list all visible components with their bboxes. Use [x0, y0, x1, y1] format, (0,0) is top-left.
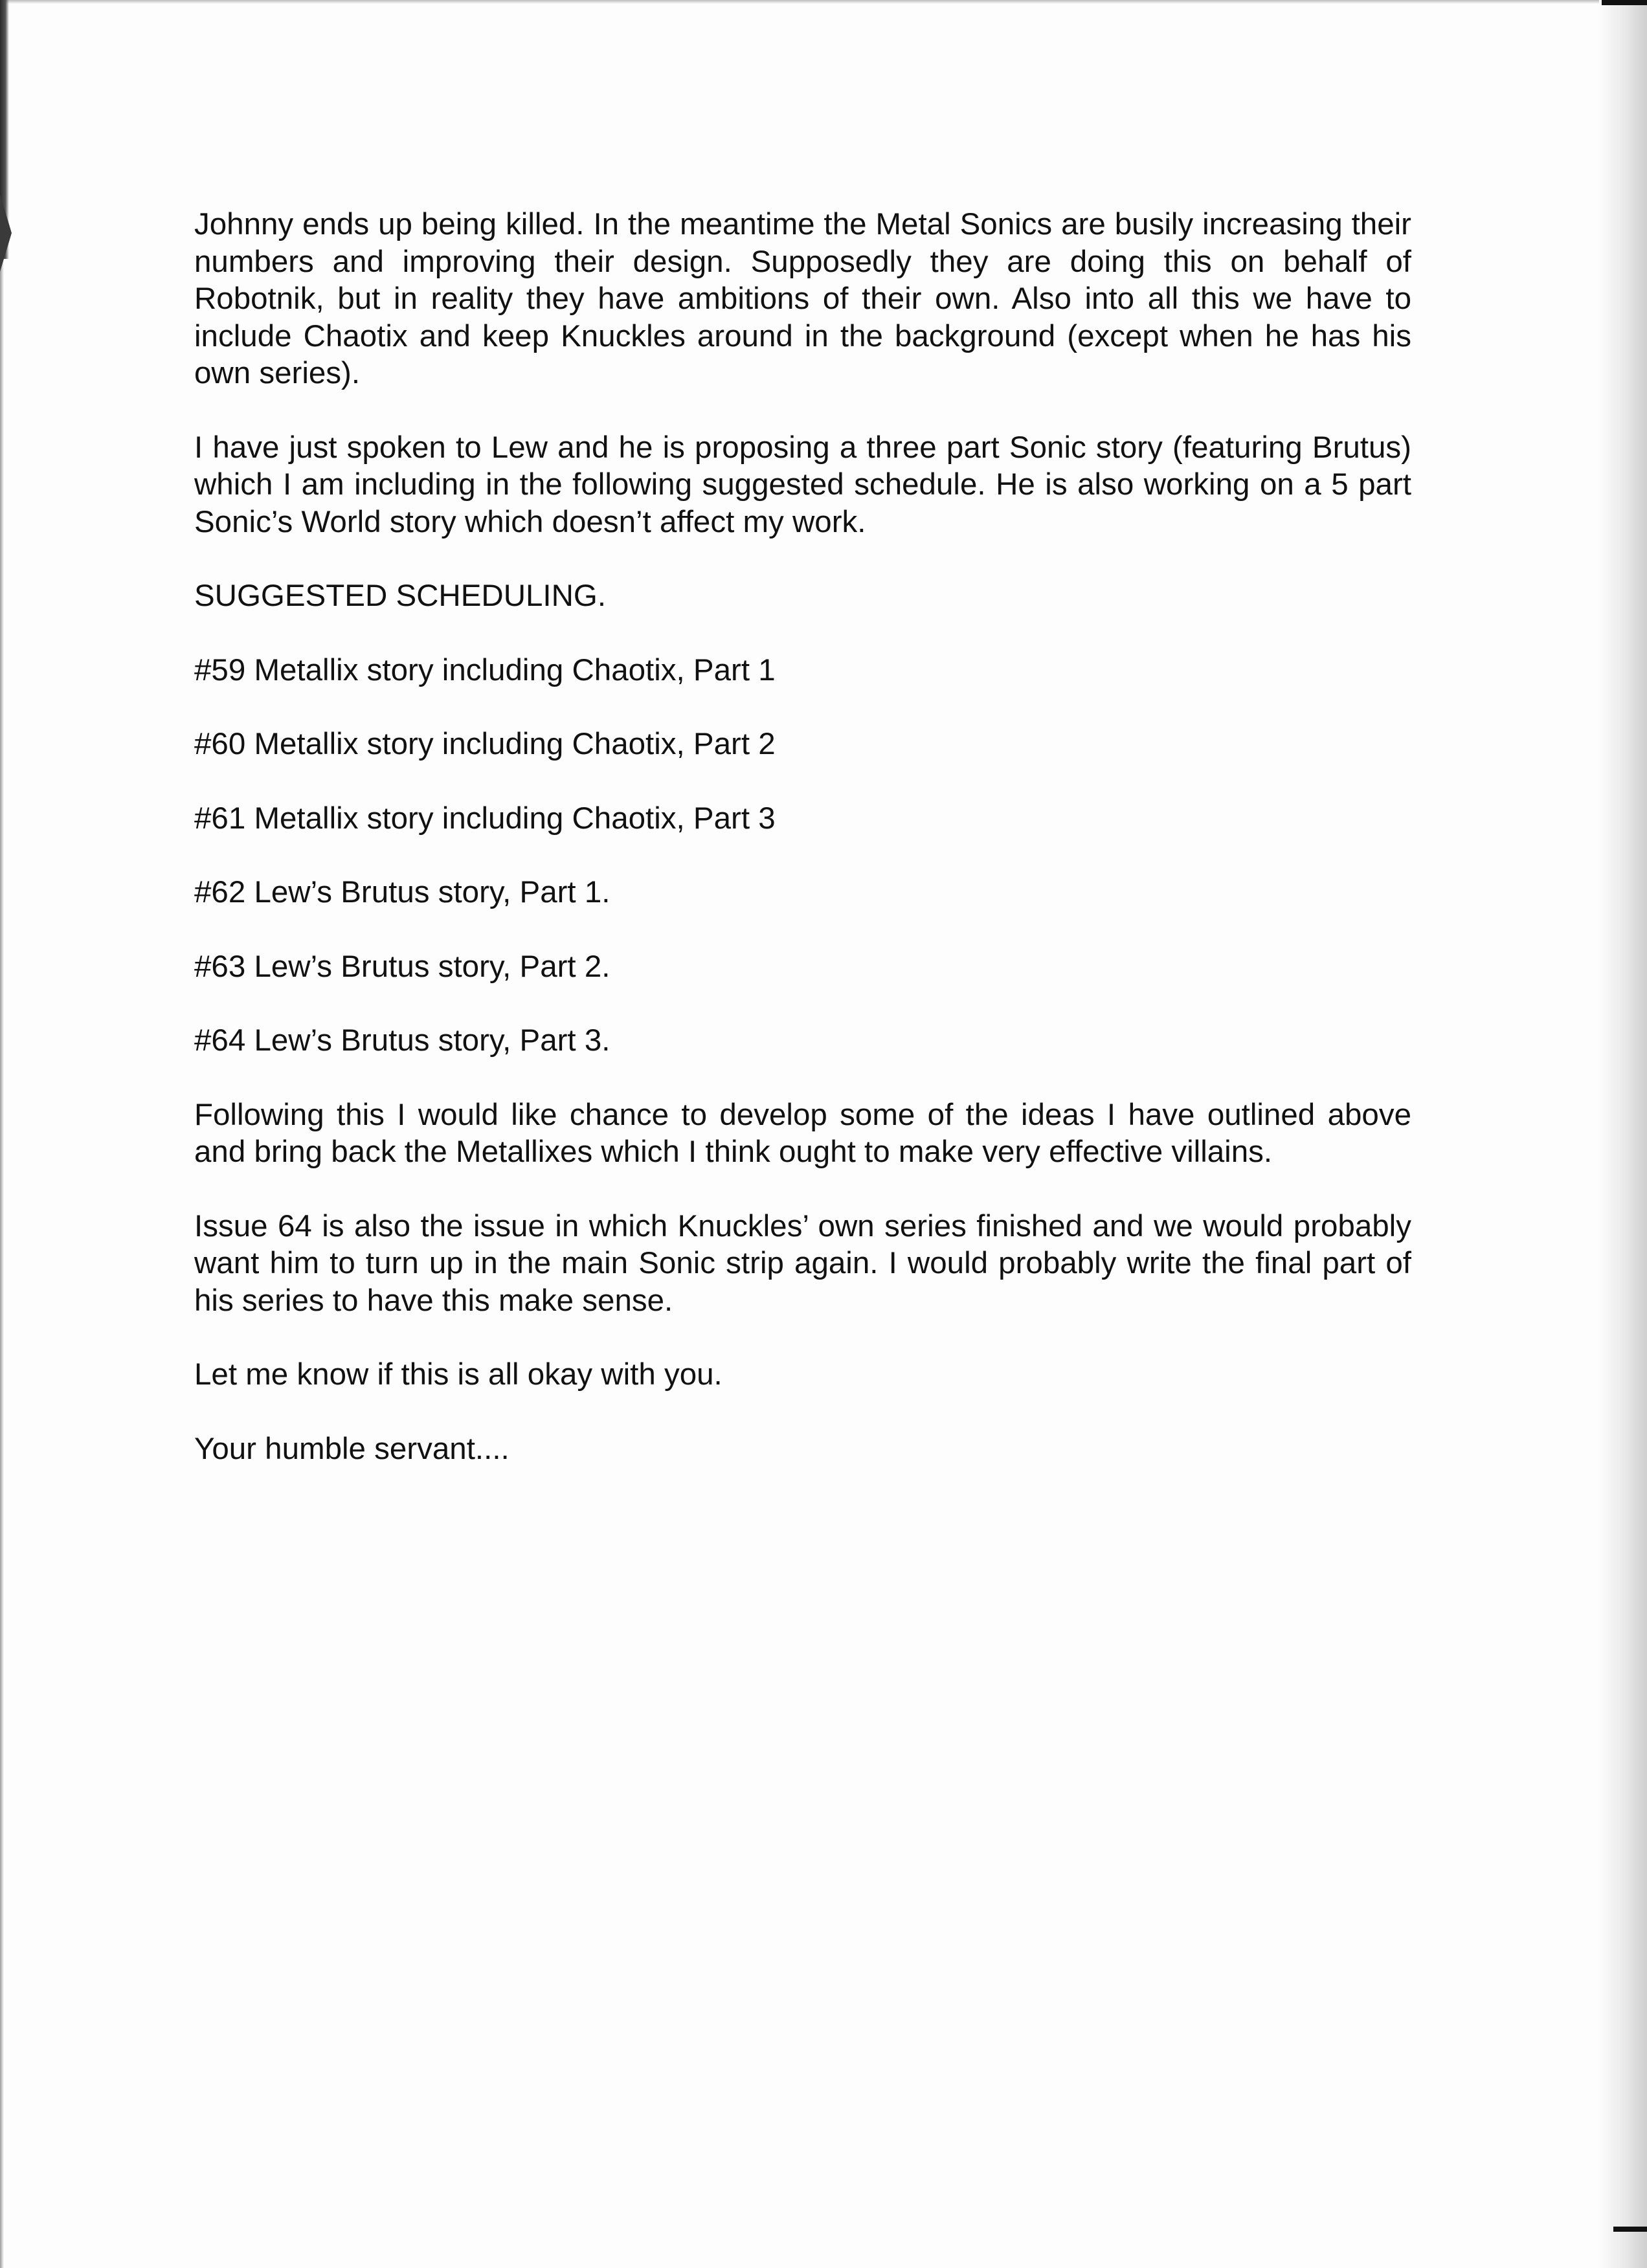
schedule-item-63: #63 Lew’s Brutus story, Part 2.	[194, 949, 611, 984]
closing-signoff: Your humble servant....	[194, 1431, 510, 1466]
scan-edge-right	[1598, 0, 1647, 2268]
page-fold-mark	[0, 194, 12, 272]
schedule-list	[194, 652, 1411, 1060]
paragraph-issue-64: Issue 64 is also the issue in which Knuckles’ own series finished and we would probably want him to turn up in the main Sonic strip again. I would probably write the final part of his series to have this make sense.	[194, 1208, 1411, 1318]
paragraph-story-outline: Johnny ends up being killed. In the meantime the Metal Sonics are busily increasing their numbers and improving their design. Supposedly they are doing this on behalf of Robotnik, but in reality they have ambitions of their own. Also into all this we have to include Chaotix and keep Knuckles around in the background (except when he has his own series).	[194, 207, 1411, 390]
schedule-item-64: #64 Lew’s Brutus story, Part 3.	[194, 1023, 611, 1058]
scan-edge-top	[0, 0, 1599, 4]
paragraph-let-me-know: Let me know if this is all okay with you.	[194, 1357, 723, 1392]
schedule-heading: SUGGESTED SCHEDULING.	[194, 579, 607, 613]
letter-body	[194, 206, 1411, 1504]
scan-edge-left-lower	[0, 259, 4, 2268]
scan-mark-bottom-right	[1613, 2227, 1647, 2232]
scan-mark-top-right	[1602, 0, 1647, 5]
schedule-item-60: #60 Metallix story including Chaotix, Part 2	[194, 727, 776, 761]
paragraph-lew-proposal: I have just spoken to Lew and he is proposing a three part Sonic story (featuring Brutus) which I am including in the following suggested schedule. He is also working on a 5 part Sonic’s World story which doesn’t affect my work.	[194, 430, 1411, 539]
paragraph-following-ideas: Following this I would like chance to develop some of the ideas I have outlined above and bring back the Metallixes which I think ought to make very effective villains.	[194, 1097, 1411, 1169]
schedule-item-62: #62 Lew’s Brutus story, Part 1.	[194, 875, 611, 909]
schedule-item-59: #59 Metallix story including Chaotix, Part 1	[194, 652, 776, 687]
schedule-item-61: #61 Metallix story including Chaotix, Part 3	[194, 801, 776, 836]
